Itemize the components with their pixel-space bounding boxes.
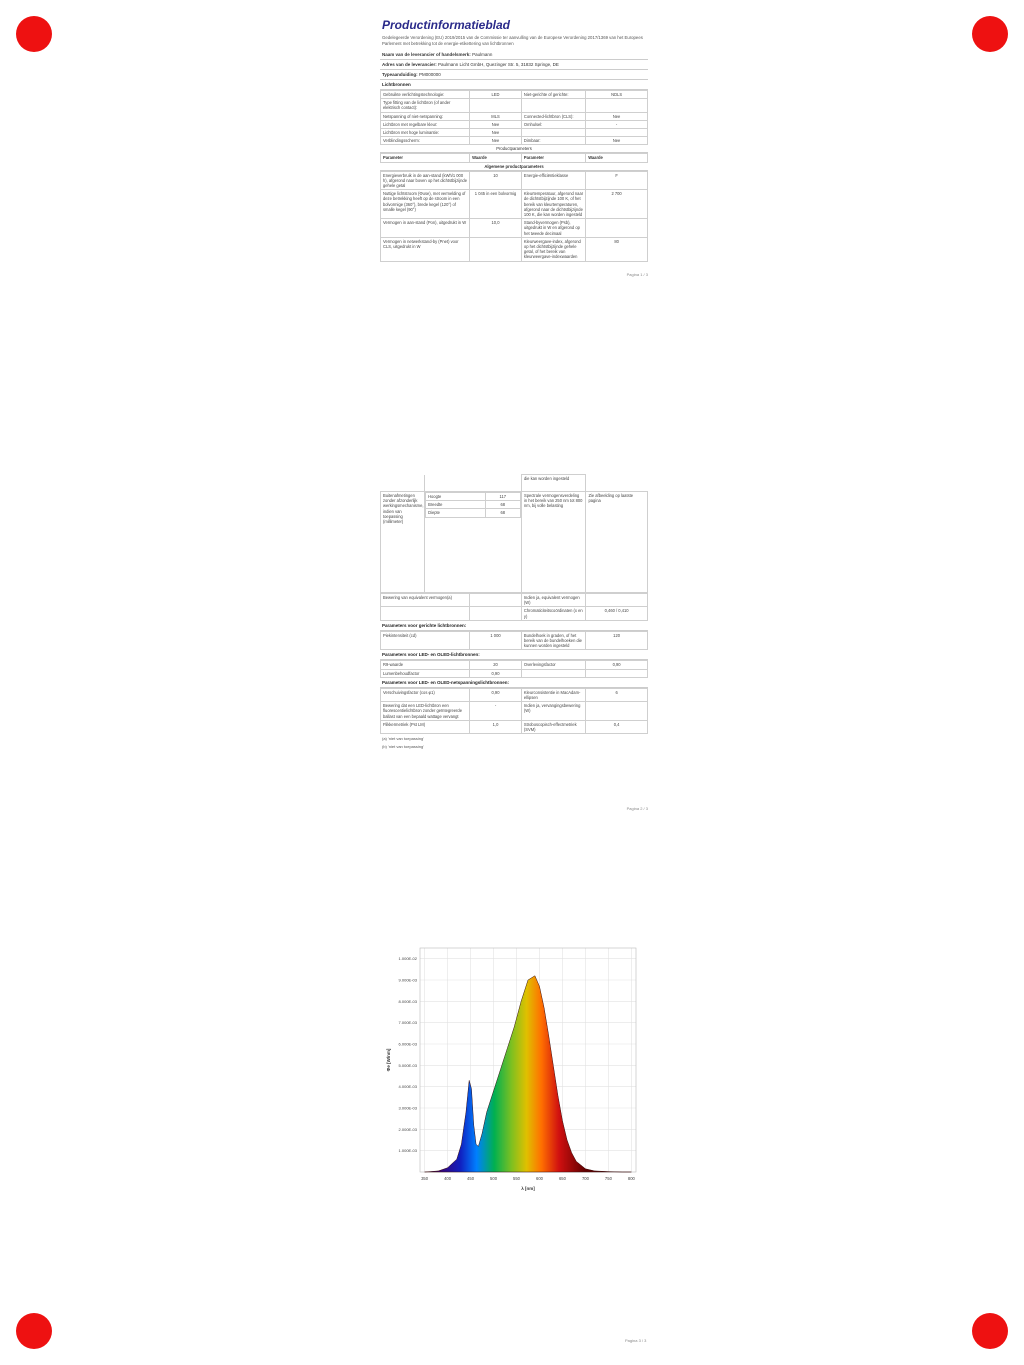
spectrum-value: Zie afbeelding op laatste pagina — [586, 492, 648, 593]
table-row — [381, 594, 648, 607]
table-row — [381, 688, 648, 701]
x-tick-label: 700 — [581, 1176, 589, 1181]
table-cell: Nee — [470, 137, 522, 145]
table-cell: 10 — [470, 171, 522, 190]
table-cell: Indien ja, vervangingsbewering (W) — [521, 702, 585, 721]
x-tick-label: 800 — [627, 1176, 635, 1181]
table-cell: Lichtbron met regelbare kleur: — [381, 120, 470, 128]
supplier-value: Paulmann — [472, 52, 493, 57]
table-cell: Kleurtemperatuur, afgerond naar de dichtstbijzijnde 100 K, of het bereik van kleurtemperaturen, afgerond naar de dichtstbijzijnde 100 K, die kan worden ingesteld — [521, 190, 585, 219]
table-row — [381, 702, 648, 721]
led-mains-table — [380, 688, 648, 734]
table-cell: NDLS — [586, 91, 648, 99]
table-cell: Chromaticiteitscoördinaten (x en y) — [521, 607, 585, 620]
spectrum-label: Spectrale vermogensverdeling in het bereik van 250 nm tot 800 nm, bij volle belasting — [521, 492, 585, 593]
document-subtitle: Gedelegeerde Verordening (EU) 2019/2015 van de Commissie ter aanvulling van de Europese Verordening 2017/1369 van het Europees Parlement met betrekking tot de energie-etikettering van lichtbronnen — [382, 35, 643, 46]
x-tick-label: 550 — [513, 1176, 521, 1181]
table-row — [381, 99, 648, 112]
x-tick-label: 650 — [558, 1176, 566, 1181]
table-cell: Overlevingsfactor — [521, 661, 585, 669]
x-axis-label: λ [nm] — [521, 1186, 535, 1191]
table-cell — [470, 594, 522, 607]
general-params-label: Algemene productparameters — [380, 163, 648, 171]
model-line — [380, 70, 648, 80]
dim-label: Diepte — [426, 509, 485, 517]
x-tick-label: 500 — [490, 1176, 498, 1181]
outer-dims-label: Buitenafmetingen zonder afzonderlijk werkingsmechanisme, indien van toepassing (millimeter) — [381, 492, 425, 593]
model-label: Typeaanduiding: — [382, 72, 418, 77]
table-row — [381, 607, 648, 620]
y-tick-label: 9.000E-03 — [398, 977, 417, 983]
table-cell — [521, 99, 585, 112]
table-cell: - — [586, 120, 648, 128]
table-row — [381, 631, 648, 650]
page-number: Pagina 3 / 3 — [625, 1338, 647, 1343]
footnote-a: (a) 'niet van toepassing' — [382, 736, 424, 742]
document-title: Productinformatieblad — [382, 18, 511, 32]
document-page-1 — [380, 18, 648, 277]
table-cell: Type fitting van de lichtbron (of ander elektrisch contact): — [381, 99, 470, 112]
table-cell: 0,4 — [586, 720, 648, 733]
table-cell — [586, 702, 648, 721]
corner-marker-top-right — [972, 16, 1008, 52]
table-cell: Piekintensiteit (cd) — [381, 631, 470, 650]
table-row — [381, 129, 648, 137]
y-tick-label: 2.000E-03 — [398, 1126, 417, 1132]
table-cell: 1 000 — [470, 631, 522, 650]
supplier-line — [380, 50, 648, 60]
table-row — [381, 720, 648, 733]
corner-marker-top-left — [16, 16, 52, 52]
table-cell: 1 045 in een bolvormig — [470, 190, 522, 219]
document-page-2 — [380, 474, 648, 811]
header-parameter-2: Parameter — [521, 154, 585, 162]
table-cell: Niet-gerichte of gerichte: — [521, 91, 585, 99]
x-tick-label: 750 — [604, 1176, 612, 1181]
continuation-table — [380, 474, 648, 593]
table-row — [381, 661, 648, 669]
table-cell: LED — [470, 91, 522, 99]
address-label: Adres van de leverancier: — [382, 62, 437, 67]
footnote-b: (b) 'niet van toepassing' — [382, 744, 424, 750]
dim-label: Hoogte — [426, 493, 485, 501]
table-cell: Nuttige lichtstroom (Φuse), met vermelding of deze betrekking heeft op de stroom in een bolvormige (360°), brede kegel (120°) of smalle kegel (90°) — [381, 190, 470, 219]
table-cell: 1,0 — [470, 720, 522, 733]
dim-value: 68 — [485, 501, 520, 509]
table-cell: Nee — [586, 112, 648, 120]
address-value: Paulmann Licht GmbH, Quezinger Str. 5, 31832 Springe, DE — [438, 62, 559, 67]
table-cell — [586, 594, 648, 607]
table-row — [381, 171, 648, 190]
table-cell — [521, 129, 585, 137]
document-page-3 — [380, 940, 648, 1350]
table-cell: 0,90 — [470, 688, 522, 701]
table-cell — [586, 99, 648, 112]
page-number: Pagina 2 / 3 — [626, 806, 648, 812]
table-cell: Gebruikte verlichtingstechnologie: — [381, 91, 470, 99]
table-cell: Bewering dat een LED-lichtbron een fluorescentielichtbron zonder geïntegreerde ballast van een bepaald wattage vervangt — [381, 702, 470, 721]
corner-marker-bottom-right — [972, 1313, 1008, 1349]
table-cell: Connected-lichtbron (CLS): — [521, 112, 585, 120]
table-cell: Verblindingsscherm: — [381, 137, 470, 145]
dim-value: 68 — [485, 509, 520, 517]
continuation-text: die kan worden ingesteld — [521, 475, 585, 492]
table-cell: Vermogen in aan-stand (Pon), uitgedrukt in W — [381, 219, 470, 238]
section-directional: Parameters voor gerichte lichtbronnen: — [380, 621, 648, 631]
table-cell: Bewering van equivalent vermogen(a) — [381, 594, 470, 607]
dims-table — [425, 492, 521, 518]
product-params-label: Productparameters — [380, 145, 648, 153]
dim-label: Breedte — [426, 501, 485, 509]
light-source-table — [380, 90, 648, 145]
address-line — [380, 60, 648, 70]
supplier-label: Naam van de leverancier of handelsmerk: — [382, 52, 471, 57]
spectrum-chart — [380, 940, 648, 1208]
table-row — [381, 669, 648, 677]
table-cell: 20 — [470, 661, 522, 669]
general-parameters-table — [380, 171, 648, 262]
header-value: Waarde — [470, 154, 522, 162]
table-cell: Lumenbehoudfactor — [381, 669, 470, 677]
page-number: Pagina 1 / 3 — [626, 271, 648, 277]
table-cell: MLS — [470, 112, 522, 120]
table-row — [381, 190, 648, 219]
table-cell — [381, 607, 470, 620]
table-cell: 2 700 — [586, 190, 648, 219]
table-row — [381, 237, 648, 261]
table-cell — [586, 129, 648, 137]
table-cell — [470, 99, 522, 112]
x-tick-label: 600 — [535, 1176, 543, 1181]
table-row — [381, 112, 648, 120]
table-cell: Omhulsel: — [521, 120, 585, 128]
table-cell: 0,90 — [470, 669, 522, 677]
table-cell: 10,0 — [470, 219, 522, 238]
table-cell — [586, 219, 648, 238]
x-tick-label: 350 — [421, 1176, 429, 1181]
y-tick-label: 1.000E-02 — [398, 956, 417, 962]
table-cell: Nee — [470, 120, 522, 128]
table-cell: 6 — [586, 688, 648, 701]
directional-table — [380, 631, 648, 651]
table-cell: F — [586, 171, 648, 190]
table-cell: Lichtbron met hoge luminantie: — [381, 129, 470, 137]
dim-value: 117 — [485, 493, 520, 501]
table-cell: - — [470, 702, 522, 721]
table-cell: Energieverbruik in de aan-stand (kWh/1 000 h), afgerond naar boven op het dichtstbijzijnde gehele getal — [381, 171, 470, 190]
table-cell — [586, 669, 648, 677]
table-cell: 80 — [586, 237, 648, 261]
table-cell: Energie-efficiëntieklasse — [521, 171, 585, 190]
table-cell: 120 — [586, 631, 648, 650]
table-cell: Dimbaar: — [521, 137, 585, 145]
table-cell: R9-waarde — [381, 661, 470, 669]
y-tick-label: 3.000E-03 — [398, 1105, 417, 1111]
table-cell: Indien ja, equivalent vermogen (W) — [521, 594, 585, 607]
y-axis-label: Φe [W/nm] — [386, 1048, 391, 1072]
y-tick-label: 8.000E-03 — [398, 998, 417, 1004]
section-light-sources: Lichtbronnen — [380, 80, 648, 90]
table-cell: Nee — [586, 137, 648, 145]
table-cell: 0,90 — [586, 661, 648, 669]
table-cell — [470, 607, 522, 620]
table-cell: Kleurconsistentie in MacAdam-ellipsen — [521, 688, 585, 701]
y-tick-label: 1.000E-03 — [398, 1148, 417, 1154]
y-tick-label: 6.000E-03 — [398, 1041, 417, 1047]
corner-marker-bottom-left — [16, 1313, 52, 1349]
x-tick-label: 400 — [444, 1176, 452, 1181]
table-cell: Stroboscopisch-effectmetriek (SVM) — [521, 720, 585, 733]
table-cell — [470, 237, 522, 261]
spectrum-area — [425, 976, 632, 1172]
x-tick-label: 450 — [467, 1176, 475, 1181]
table-cell: 0,460 / 0,410 — [586, 607, 648, 620]
table-cell — [521, 669, 585, 677]
table-row — [381, 219, 648, 238]
model-value: PM000000 — [418, 72, 441, 77]
table-cell: Bundelhoek in graden, of het bereik van de bundelhoeken die kunnen worden ingesteld — [521, 631, 585, 650]
y-tick-label: 7.000E-03 — [398, 1020, 417, 1026]
table-cell: Vermogen in netwerkstand-by (Pnet) voor CLS, uitgedrukt in W — [381, 237, 470, 261]
header-value-2: Waarde — [586, 154, 648, 162]
table-cell: Nee — [470, 129, 522, 137]
header-parameter: Parameter — [381, 154, 470, 162]
table-cell: Flikkermetriek (Pst LM) — [381, 720, 470, 733]
table-cell: Kleurweergave-index, afgerond op het dichtstbijzijnde gehele getal, of het bereik van kleurweergave-indexwaarden — [521, 237, 585, 261]
section-led-mains: Parameters voor LED- en OLED-netspanningslichtbronnen: — [380, 678, 648, 688]
section-led: Parameters voor LED- en OLED-lichtbronnen: — [380, 650, 648, 660]
table-cell: Netspanning of niet-netspanning: — [381, 112, 470, 120]
table-row — [381, 91, 648, 99]
equivalent-table — [380, 593, 648, 621]
y-tick-label: 4.000E-03 — [398, 1084, 417, 1090]
table-cell: Verschuivingsfactor (cos φ1) — [381, 688, 470, 701]
table-cell: Stand-byvermogen (Psb), uitgedrukt in W en afgerond op het tweede decimaal — [521, 219, 585, 238]
table-row — [381, 137, 648, 145]
led-table — [380, 660, 648, 677]
y-tick-label: 5.000E-03 — [398, 1062, 417, 1068]
parameters-header-table — [380, 153, 648, 162]
table-row — [381, 120, 648, 128]
